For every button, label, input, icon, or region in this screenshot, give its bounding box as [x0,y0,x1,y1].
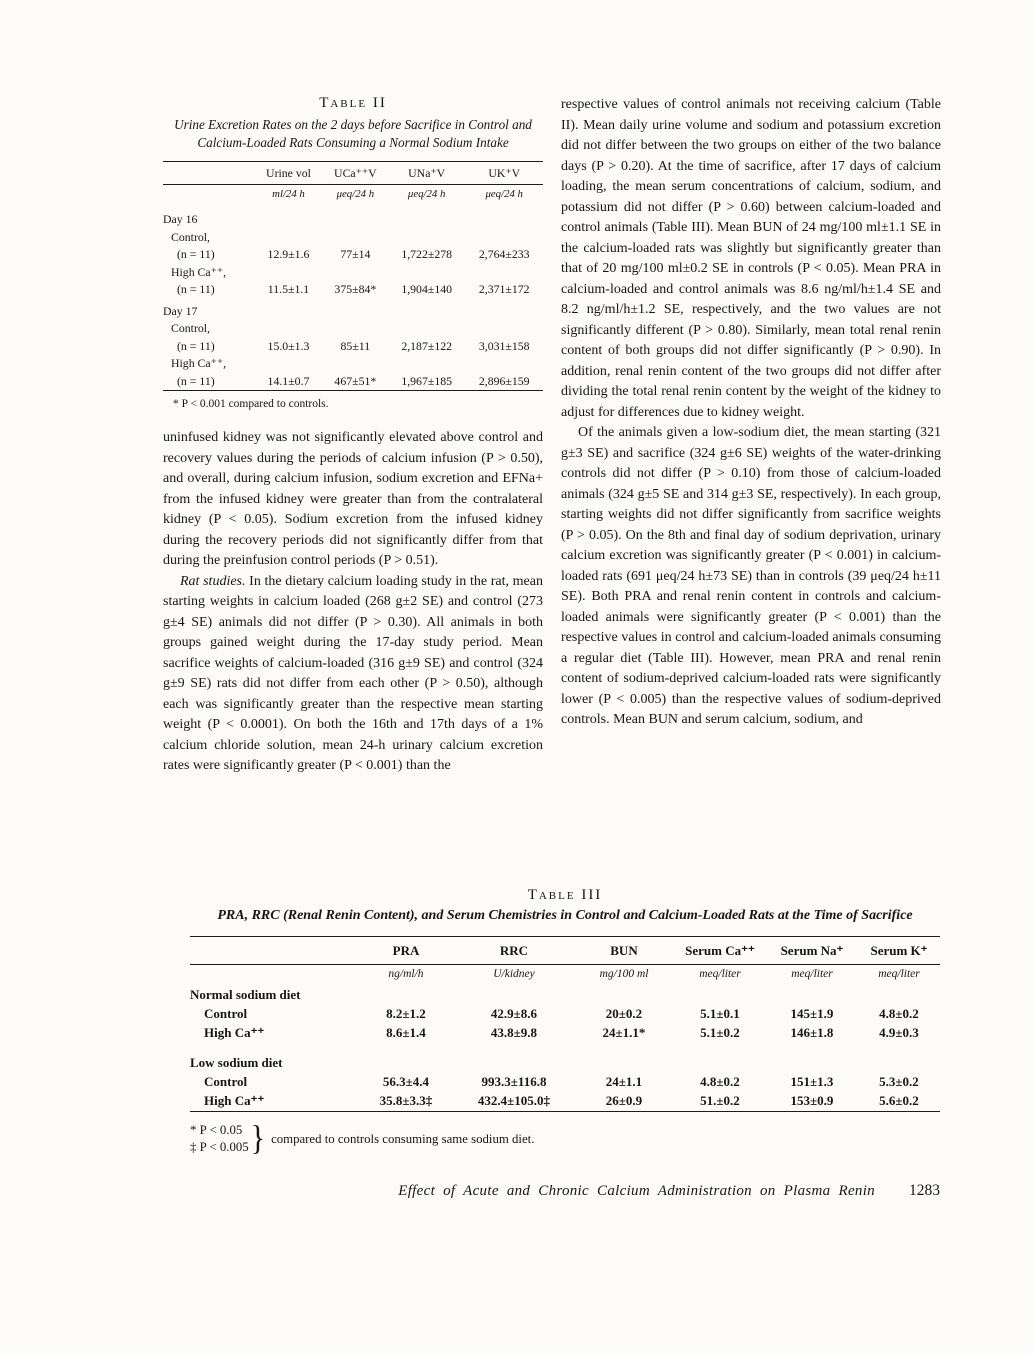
body-paragraph: Of the animals given a low-sodium diet, the mean starting (321 g±3 SE) and sacrifice (324 g±6 SE) weights of the water-drinking controls did not differ (P > 0.10) from those of calcium-loaded animals (324 g±5 SE and 314 g±3 SE, respectively). In each group, starting weights did not differ significantly from sacrifice weights (P > 0.05). On the 8th and final day of sodium deprivation, urinary calcium excretion was significantly greater (P < 0.001) in calcium-loaded rats (691 μeq/24 h±73 SE) than in controls (39 μeq/24 h±11 SE). Both PRA and renal renin content in controls and calcium-loaded animals were significantly greater (P < 0.001) than the respective values in control and calcium-loaded animals consuming a regular diet (Table III). However, mean PRA and renal renin content of sodium-deprived calcium-loaded rats were significantly lower (P < 0.005) than the respective values of sodium-deprived controls. Mean BUN and serum calcium, sodium, and [561,425,941,727]
row-label: (n = 11) [177,338,215,353]
cell [574,1042,674,1073]
cell [574,985,674,1004]
cell: 1,904±140 [401,282,453,296]
cell: 14.1±0.7 [267,373,310,388]
row-label: High Ca⁺⁺ [204,1093,265,1108]
body-paragraph [163,572,543,777]
cell [858,1042,940,1073]
cell: 467±51* [334,373,377,388]
table-iii-block [190,887,940,1156]
cell: 153±0.9 [790,1093,834,1108]
footnote-line: ‡ P < 0.005 [190,1139,249,1154]
cell [323,207,388,229]
cell [766,985,858,1004]
row-label: Low sodium diet [190,1055,283,1070]
table-row [163,355,543,373]
cell: 146±1.8 [790,1024,834,1040]
cell: 2,371±172 [478,282,530,296]
page-number: 1283 [909,1181,940,1199]
row-label: (n = 11) [177,282,215,296]
table-row [190,985,940,1004]
body-paragraph: uninfused kidney was not significantly elevated above control and recovery values during the periods of calcium infusion (P > 0.50), and overall, during calcium infusion, sodium excretion and EFNa+ from the infused kidney were greater than from the contralateral kidney (P < 0.05). Sodium excretion from the infused kidney during the recovery periods did not significantly differ from that during the preinfusion control periods (P > 0.51). [163,430,543,568]
unit-cell: meq/liter [878,968,920,980]
row-label: High Ca⁺⁺ [204,1024,265,1040]
cell: 1,967±185 [401,373,453,388]
table-row [163,264,543,282]
cell: 5.1±0.2 [700,1024,740,1040]
cell [254,299,323,321]
unit-cell: ml/24 h [272,188,305,200]
footnote-brace: } [250,1118,266,1157]
cell [323,320,388,338]
table-row [163,229,543,247]
body-paragraph: respective values of control animals not receiving calcium (Table II). Mean daily urine volume and sodium and potassium excretion did not differ between the two groups on either of the two balance days (P > 0.20). At the time of sacrifice, after 17 days of calcium loading, the mean serum concentrations of calcium, sodium, and potassium did not differ (P > 0.60) between calcium-loaded and control animals (Table III). Mean BUN of 24 mg/100 ml±1.1 SE in the calcium-loaded rats was slightly but significantly greater than that of 20 mg/100 ml±0.2 SE in controls (P < 0.05). Mean PRA in calcium-loaded and control animals was 8.6 ng/ml/h±1.4 SE and 8.2 ng/ml/h±1.2 SE, respectively, and the two values are not significantly different (P > 0.80). Similarly, mean total renal renin content of both groups did not differ significantly (P > 0.90). In addition, renal renin content of the two groups did not differ after dividing the total renal renin content by the weight of the kidney to adjust for differences due to kidney weight. [561,97,941,420]
row-label: High Ca⁺⁺, [171,356,227,370]
table-row [190,1042,940,1073]
cell [254,320,323,338]
table-row [190,1004,940,1023]
cell: 24±1.1 [605,1074,643,1089]
unit-cell: mg/100 ml [599,968,649,980]
unit-cell: μeq/24 h [485,188,523,200]
cell [254,264,323,282]
cell [454,985,574,1004]
table-ii-caption: Urine Excretion Rates on the 2 days before Sacrifice in Control and Calcium-Loaded Rats Consuming a Normal Sodium Intake [174,117,532,150]
page-footer [163,1182,940,1200]
cell [454,1042,574,1073]
cell [465,299,543,321]
table-row [163,338,543,356]
table-row [163,299,543,321]
table-ii [163,161,543,391]
row-label: Day 17 [163,303,198,318]
cell [323,229,388,247]
cell: 24±1.1* [602,1024,646,1040]
table-iii-caption: PRA, RRC (Renal Renin Content), and Serum Chemistries in Control and Calcium-Loaded Rats at the Time of Sacrifice [217,908,913,923]
column-header-urine-vol: Urine vol [254,162,323,185]
row-label: Normal sodium diet [190,986,301,1002]
cell: 51.±0.2 [700,1093,740,1108]
table-iii-header-row [190,937,940,965]
running-title: Effect of Acute and Chronic Calcium Administration on Plasma Renin [398,1182,875,1199]
row-label: High Ca⁺⁺, [171,264,227,279]
cell: 375±84* [334,282,377,296]
cell [323,264,388,282]
column-header-pra: PRA [358,937,454,965]
cell [254,229,323,247]
cell [674,1042,766,1073]
table-iii [190,936,940,1112]
table-iii-units-row [190,965,940,986]
cell: 56.3±4.4 [382,1074,430,1089]
cell: 993.3±116.8 [481,1074,547,1089]
unit-cell: meq/liter [699,968,741,980]
table-row [190,1092,940,1112]
table-ii-title: Table II [319,95,387,111]
cell: 85±11 [340,338,371,353]
table-row [163,207,543,229]
column-header-uk: UK⁺V [465,162,543,185]
cell: 5.3±0.2 [879,1074,919,1089]
left-column [163,95,543,883]
table-row [163,281,543,299]
footnote-significance-lines [190,1122,249,1156]
cell: 3,031±158 [478,338,530,353]
table-ii-units-row [163,185,543,208]
cell [465,264,543,282]
row-label: Control [204,1074,248,1089]
column-header-rrc: RRC [454,937,574,965]
cell: 35.8±3.3‡ [379,1093,433,1108]
cell [388,320,466,338]
unit-cell: U/kidney [493,968,535,980]
cell: 8.6±1.4 [386,1024,426,1040]
cell [323,299,388,321]
cell: 2,764±233 [478,247,530,261]
paragraph-lead: Rat studies. [180,573,246,589]
table-row [190,1023,940,1042]
right-column [561,95,941,883]
column-header-serum-k: Serum K⁺ [858,937,940,965]
cell [465,355,543,373]
cell [465,229,543,247]
cell [858,985,940,1004]
cell: 2,896±159 [478,373,530,388]
cell [388,229,466,247]
table-ii-footnote: * P < 0.001 compared to controls. [173,398,329,410]
cell: 11.5±1.1 [267,282,310,296]
table-row [190,1073,940,1092]
column-header-serum-na: Serum Na⁺ [766,937,858,965]
cell: 15.0±1.3 [267,338,310,353]
column-header-bun: BUN [574,937,674,965]
cell [388,264,466,282]
cell [674,985,766,1004]
footnote-line: * P < 0.05 [190,1122,243,1137]
cell: 4.8±0.2 [700,1074,740,1089]
cell [388,207,466,229]
unit-cell: μeq/24 h [407,188,446,200]
cell: 5.6±0.2 [879,1093,919,1108]
cell [465,320,543,338]
cell: 8.2±1.2 [386,1005,426,1021]
cell [254,207,323,229]
row-label: Control, [171,229,210,244]
cell [358,1042,454,1073]
cell [388,299,466,321]
cell: 4.9±0.3 [879,1024,919,1040]
unit-cell: ng/ml/h [388,968,424,980]
unit-cell [163,185,254,208]
cell: 432.4±105.0‡ [477,1093,551,1108]
table-iii-footnote [190,1118,940,1157]
table-iii-title: Table III [527,887,603,903]
column-header [163,162,254,185]
cell [358,985,454,1004]
unit-cell: meq/liter [791,968,833,980]
cell [254,355,323,373]
two-column-text [163,95,941,883]
column-header [190,937,358,965]
cell: 1,722±278 [401,247,453,261]
column-header-serum-ca: Serum Ca⁺⁺ [674,937,766,965]
row-label: (n = 11) [177,373,215,388]
cell: 5.1±0.1 [700,1005,740,1021]
unit-cell: μeq/24 h [336,188,375,200]
cell: 43.8±9.8 [490,1024,538,1040]
table-ii-block [163,95,543,410]
paragraph-text: In the dietary calcium loading study in the rat, mean starting weights in calcium loaded (268 g±2 SE) and control (273 g±4 SE) animals did not differ (P > 0.30). All animals in both groups gained weight during the 17-day study period. Mean sacrifice weights of calcium-loaded (316 g±9 SE) and control (324 g±9 SE) rats did not differ from each other (P > 0.50), although each was significantly greater than the respective mean starting weight (P < 0.0001). On both the 16th and 17th days of a 1% calcium chloride solution, mean 24-h urinary calcium excretion rates were significantly greater (P < 0.001) than the [163,573,543,773]
cell: 26±0.9 [605,1093,643,1108]
cell [388,355,466,373]
cell [465,207,543,229]
cell: 20±0.2 [605,1005,643,1021]
cell: 4.8±0.2 [879,1005,919,1021]
table-ii-header-row [163,162,543,185]
unit-cell [190,965,358,986]
row-label: Day 16 [163,212,198,226]
table-row [163,373,543,391]
cell: 77±14 [340,247,371,261]
cell [766,1042,858,1073]
row-label: Control [204,1005,248,1021]
cell: 145±1.9 [790,1005,834,1021]
cell: 42.9±8.6 [490,1005,538,1021]
table-row [163,320,543,338]
column-header-una: UNa⁺V [388,162,466,185]
row-label: (n = 11) [177,247,215,261]
row-label: Control, [171,321,210,335]
table-row [163,246,543,264]
column-header-uca: UCa⁺⁺V [323,162,388,185]
cell: 12.9±1.6 [267,247,310,261]
cell: 151±1.3 [790,1074,834,1089]
footnote-text: compared to controls consuming same sodium diet. [271,1132,535,1146]
cell: 2,187±122 [401,338,453,353]
cell [323,355,388,373]
